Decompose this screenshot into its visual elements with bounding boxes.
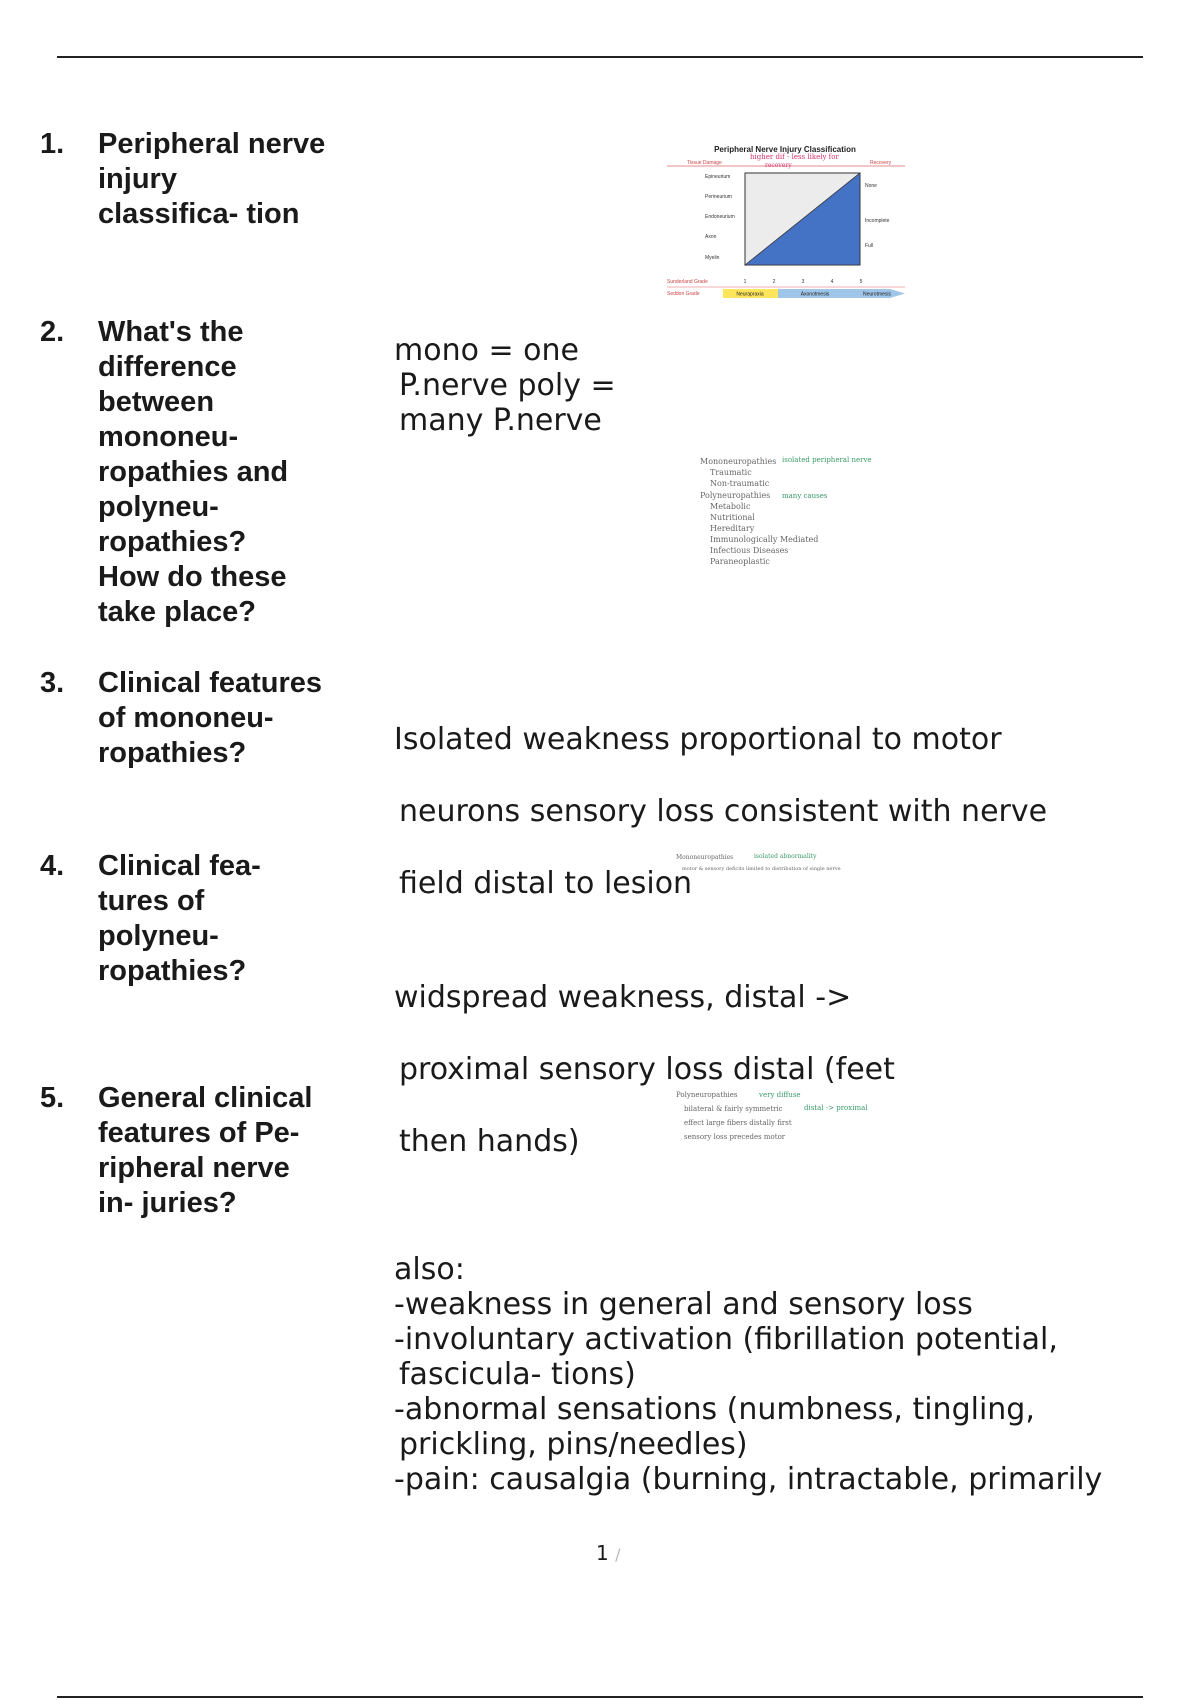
poly-note-item: Polyneuropathies — [676, 1091, 738, 1099]
answer-line: also: — [394, 1252, 465, 1287]
question-line: polyneu- — [98, 491, 219, 523]
question-line: Clinical fea- — [98, 850, 261, 882]
question-line: of mononeu- — [98, 702, 274, 734]
types-item: Non-traumatic — [710, 479, 770, 488]
recovery-label: None — [865, 183, 877, 189]
mono-note-item: Mononeuropathies — [676, 854, 734, 861]
answer-line: prickling, pins/needles) — [399, 1427, 748, 1462]
diagram-handwriting: higher dif - less likely for — [750, 153, 839, 161]
answer-line: widspread weakness, distal -> — [394, 980, 852, 1015]
diagram-right-header: Recovery — [870, 160, 892, 166]
question-number: 3. — [40, 667, 65, 699]
diagram-handwriting: recovery — [765, 162, 792, 169]
question-number: 4. — [40, 850, 65, 882]
seddon-value: Neurapraxia — [736, 291, 764, 298]
poly-note-handwriting: distal -> proximal — [804, 1104, 868, 1112]
seddon-label: Seddon Grade — [667, 291, 700, 297]
classification-diagram-thumbnail — [665, 143, 910, 303]
sunderland-label: Sunderland Grade — [667, 279, 708, 285]
question-line: ropathies? — [98, 955, 247, 987]
page-number-value: 1 — [596, 1541, 609, 1565]
question-line: features of Pe- — [98, 1117, 300, 1149]
answer-line: -pain: causalgia (burning, intractable, primarily — [394, 1462, 1103, 1497]
question-line: ripheral nerve — [98, 1152, 290, 1184]
answer-line: Isolated weakness proportional to motor — [394, 722, 1002, 757]
question-line: General clinical — [98, 1082, 313, 1114]
polyneuropathy-note-thumbnail — [674, 1087, 914, 1147]
layer-label: Epineurium — [705, 174, 731, 180]
types-item: Infectious Diseases — [710, 546, 789, 555]
mononeuropathy-note-thumbnail — [674, 850, 914, 878]
question-line: tures of — [98, 885, 205, 917]
recovery-label: Full — [865, 243, 874, 249]
answer-line: -weakness in general and sensory loss — [394, 1287, 973, 1322]
types-item: Immunologically Mediated — [710, 535, 819, 544]
types-item: Hereditary — [710, 524, 755, 533]
mono-note-item: motor & sensory deficits limited to distribution of single nerve — [682, 866, 841, 872]
question-line: difference — [98, 351, 237, 383]
question-line: ropathies? — [98, 526, 247, 558]
question-line: injury — [98, 163, 177, 195]
grade-label: 1 — [743, 279, 747, 285]
seddon-value: Axonotmesis — [800, 291, 830, 298]
diagram-left-header: Tissue Damage — [687, 160, 722, 166]
grade-label: 4 — [830, 279, 834, 285]
question-number: 2. — [40, 316, 65, 348]
answer-line: field distal to lesion — [399, 866, 693, 901]
answer-5 — [394, 1252, 1102, 1497]
question-line: How do these — [98, 561, 287, 593]
question-line: What's the — [98, 316, 244, 348]
question-line: ropathies? — [98, 737, 247, 769]
answer-line: P.nerve poly = — [399, 368, 616, 403]
seddon-value: Neurotmesis — [862, 291, 892, 298]
poly-note-item: sensory loss precedes motor — [684, 1133, 786, 1141]
types-item: Mononeuropathies — [700, 457, 777, 466]
poly-note-item: effect large fibers distally first — [684, 1119, 792, 1127]
answer-line: mono = one — [394, 333, 579, 368]
answer-line: fascicula- tions) — [399, 1357, 636, 1392]
types-item: Polyneuropathies — [700, 491, 771, 500]
question-line: mononeu- — [98, 421, 239, 453]
bottom-rule — [57, 1696, 1143, 1698]
answer-2 — [394, 333, 616, 438]
types-handwriting: isolated peripheral nerve — [782, 456, 872, 464]
question-line: in- juries? — [98, 1187, 237, 1219]
layer-label: Myelin — [705, 255, 720, 261]
types-item: Nutritional — [710, 513, 755, 522]
question-line: Clinical features — [98, 667, 323, 699]
answer-line: many P.nerve — [399, 403, 602, 438]
poly-note-handwriting: very diffuse — [759, 1091, 801, 1099]
question-number: 5. — [40, 1082, 65, 1114]
answer-line: -involuntary activation (fibrillation potential, — [394, 1322, 1058, 1357]
question-line: ropathies and — [98, 456, 289, 488]
mono-note-handwriting: isolated abnormality — [754, 853, 817, 860]
answer-line: proximal sensory loss distal (feet — [399, 1052, 895, 1087]
question-line: Peripheral nerve — [98, 128, 326, 160]
layer-label: Perineurium — [705, 194, 732, 200]
question-line: between — [98, 386, 215, 418]
grade-label: 2 — [772, 279, 776, 285]
layer-label: Endoneurium — [705, 214, 735, 220]
diagram-title: Peripheral Nerve Injury Classification — [714, 145, 856, 154]
poly-note-item: bilateral & fairly symmetric — [684, 1105, 783, 1113]
types-handwriting: many causes — [782, 492, 828, 500]
answer-line: -abnormal sensations (numbness, tingling, — [394, 1392, 1035, 1427]
neuropathy-types-thumbnail — [670, 450, 910, 575]
page-separator: / — [615, 1545, 621, 1564]
question-line: polyneu- — [98, 920, 219, 952]
types-item: Metabolic — [710, 502, 751, 511]
top-rule — [57, 56, 1143, 58]
types-item: Paraneoplastic — [710, 557, 770, 566]
page-number — [596, 1541, 620, 1565]
types-item: Traumatic — [710, 468, 752, 477]
recovery-label: Incomplete — [865, 218, 890, 224]
answer-line: then hands) — [399, 1124, 580, 1159]
question-line: take place? — [98, 596, 256, 628]
answer-line: neurons sensory loss consistent with nerve — [399, 794, 1048, 829]
layer-label: Axon — [705, 234, 717, 240]
grade-label: 3 — [801, 279, 805, 285]
grade-label: 5 — [859, 279, 863, 285]
question-line: classifica- tion — [98, 198, 300, 230]
question-number: 1. — [40, 128, 65, 160]
